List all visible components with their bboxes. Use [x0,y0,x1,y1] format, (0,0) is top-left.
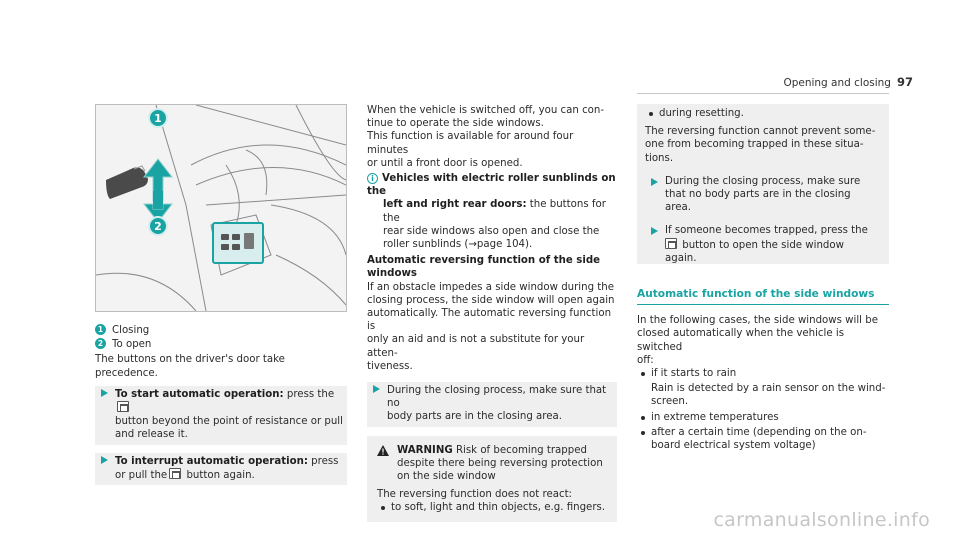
automatic-function-heading: Automatic function of the side windows [637,288,889,305]
reversing-paragraph: If an obstacle impedes a side window during the closing process, the side window will open again automatically. The automatic reversing function is only an aid and is not a substitute for your atten- tiveness. [367,281,615,372]
case-temperatures: in extreme temperatures [637,411,889,424]
step-arrow-icon [373,385,380,393]
case-rain-detail: Rain is detected by a rain sensor on the wind- screen. [651,383,886,408]
step-arrow-icon [651,227,658,235]
door-switch-figure [95,104,347,312]
window-button-icon [665,238,677,249]
precedence-note: The buttons on the driver's door take precedence. [95,354,285,379]
warning-continuation-box: during resetting. The reversing function cannot prevent some- one from becoming trapped in these situa- tions. During the closing process, make sure that no body parts are in the closing area. If someone becomes trapped, press the button to open the side window again. [637,104,889,264]
info-note-sunblinds: i Vehicles with electric roller sunblinds on the left and right rear doors: the buttons for the rear side windows also open and close the roller sunblinds (→page 104). [367,173,616,251]
figure-legend [95,324,347,485]
page-number: 97 [896,75,913,89]
step-someone-trapped: If someone becomes trapped, press the button to open the side window again. [645,224,881,265]
switched-off-paragraph: When the vehicle is switched off, you can con- tinue to operate the side windows. [367,105,605,130]
watermark: carmanualsonline.info [713,508,930,531]
step-closing-area: During the closing process, make sure that no body parts are in the closing area. [645,175,881,215]
window-button-icon [117,401,129,412]
step-arrow-icon [101,456,108,464]
svg-text:2: 2 [154,220,162,233]
warning-triangle-icon [377,445,389,456]
warning-bullet: to soft, light and thin objects, e.g. fingers. [377,501,607,514]
info-icon: i [367,173,378,184]
four-minutes-paragraph: This function is available for around four minutes or until a front door is opened. [367,131,574,169]
step-arrow-icon [101,389,108,397]
case-time: after a certain time (depending on the on- board electrical system voltage) [637,426,889,452]
reversing-subheading: Automatic reversing function of the side windows [367,255,601,280]
legend-item-closing: 1 Closing [95,324,347,337]
header-rule [637,93,889,94]
window-button-icon [169,468,181,479]
column-2 [367,104,617,522]
door-illustration [96,105,346,311]
automatic-function-intro: In the following cases, the side windows will be closed automatically when the vehicle is switched off: [637,315,878,366]
svg-text:1: 1 [154,112,162,125]
step-arrow-icon [651,178,658,186]
section-title: Opening and closing [783,77,891,89]
step-interrupt-automatic: To interrupt automatic operation: press or pull the button again. [95,453,347,485]
warning-box: WARNING Risk of becoming trapped despite there being reversing protection on the side window The reversing function does not react: to soft, light and thin objects, e.g. fingers. [367,436,617,522]
case-rain: if it starts to rain [637,367,889,380]
page-reference-arrow-icon: → [468,239,477,251]
step-no-body-parts: During the closing process, make sure that no body parts are in the closing area. [367,382,617,427]
legend-item-open: 2 To open [95,338,347,351]
automatic-function-section [637,288,889,452]
reversing-limit-paragraph: The reversing function cannot prevent some- one from becoming trapped in these situa- tions. [645,126,876,164]
step-start-automatic: To start automatic operation: press the button beyond the point of resistance or pull and release it. [95,386,347,445]
page-header [783,76,913,90]
